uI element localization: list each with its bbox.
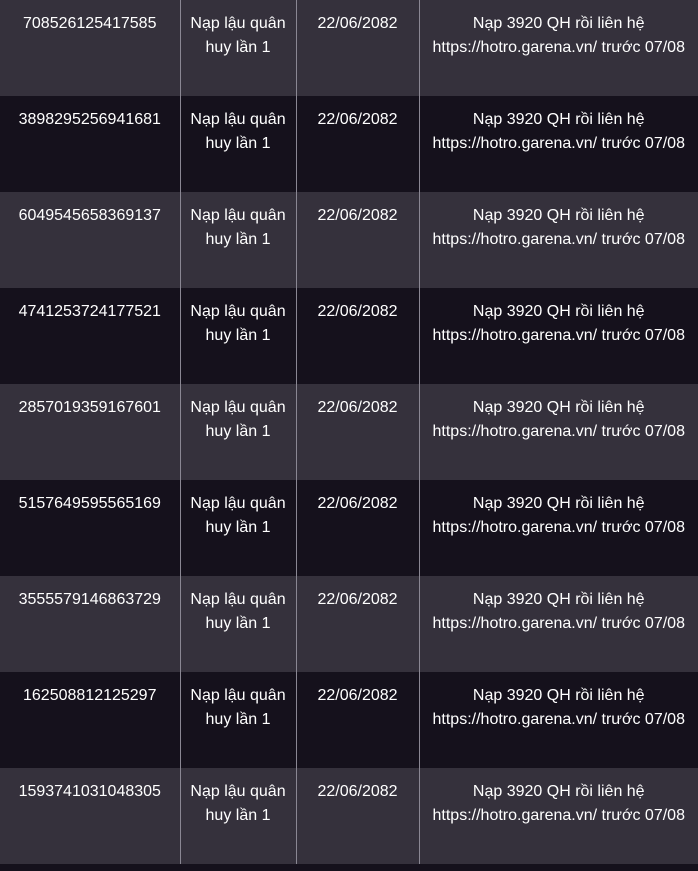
table-row xyxy=(0,288,698,384)
table-row xyxy=(0,192,698,288)
date-cell: 22/06/2082 xyxy=(296,288,419,384)
account-id-cell: 4741253724177521 xyxy=(0,288,180,384)
note-cell: Nạp 3920 QH rồi liên hệ https://hotro.garena.vn/ trước 07/08 xyxy=(419,768,698,864)
note-cell: Nạp 3920 QH rồi liên hệ https://hotro.garena.vn/ trước 07/08 xyxy=(419,384,698,480)
reason-cell: Nạp lậu quân huy lần 1 xyxy=(180,480,296,576)
account-id-cell: 2857019359167601 xyxy=(0,384,180,480)
date-cell: 22/06/2082 xyxy=(296,672,419,768)
reason-cell: Nạp lậu quân huy lần 1 xyxy=(180,768,296,864)
table-row xyxy=(0,96,698,192)
table-row xyxy=(0,576,698,672)
note-cell: Nạp 3920 QH rồi liên hệ https://hotro.garena.vn/ trước 07/08 xyxy=(419,480,698,576)
date-cell: 22/06/2082 xyxy=(296,768,419,864)
reason-cell: Nạp lậu quân huy lần 1 xyxy=(180,0,296,96)
table-row xyxy=(0,480,698,576)
reason-cell: Nạp lậu quân huy lần 1 xyxy=(180,672,296,768)
account-id-cell: 5157649595565169 xyxy=(0,480,180,576)
account-id-cell: 3555579146863729 xyxy=(0,576,180,672)
table-row xyxy=(0,768,698,864)
account-id-cell: 1593741031048305 xyxy=(0,768,180,864)
note-cell: Nạp 3920 QH rồi liên hệ https://hotro.garena.vn/ trước 07/08 xyxy=(419,192,698,288)
date-cell: 22/06/2082 xyxy=(296,96,419,192)
note-cell: Nạp 3920 QH rồi liên hệ https://hotro.garena.vn/ trước 07/08 xyxy=(419,0,698,96)
date-cell: 22/06/2082 xyxy=(296,384,419,480)
account-id-cell: 708526125417585 xyxy=(0,0,180,96)
note-cell: Nạp 3920 QH rồi liên hệ https://hotro.garena.vn/ trước 07/08 xyxy=(419,288,698,384)
account-id-cell: 6049545658369137 xyxy=(0,192,180,288)
note-cell: Nạp 3920 QH rồi liên hệ https://hotro.garena.vn/ trước 07/08 xyxy=(419,576,698,672)
table-row xyxy=(0,672,698,768)
table-row xyxy=(0,384,698,480)
reason-cell: Nạp lậu quân huy lần 1 xyxy=(180,576,296,672)
reason-cell: Nạp lậu quân huy lần 1 xyxy=(180,288,296,384)
note-cell: Nạp 3920 QH rồi liên hệ https://hotro.garena.vn/ trước 07/08 xyxy=(419,672,698,768)
account-id-cell: 162508812125297 xyxy=(0,672,180,768)
date-cell: 22/06/2082 xyxy=(296,192,419,288)
reason-cell: Nạp lậu quân huy lần 1 xyxy=(180,384,296,480)
reason-cell: Nạp lậu quân huy lần 1 xyxy=(180,192,296,288)
account-id-cell: 3898295256941681 xyxy=(0,96,180,192)
reason-cell: Nạp lậu quân huy lần 1 xyxy=(180,96,296,192)
date-cell: 22/06/2082 xyxy=(296,480,419,576)
table-row xyxy=(0,0,698,96)
date-cell: 22/06/2082 xyxy=(296,0,419,96)
date-cell: 22/06/2082 xyxy=(296,576,419,672)
note-cell: Nạp 3920 QH rồi liên hệ https://hotro.garena.vn/ trước 07/08 xyxy=(419,96,698,192)
